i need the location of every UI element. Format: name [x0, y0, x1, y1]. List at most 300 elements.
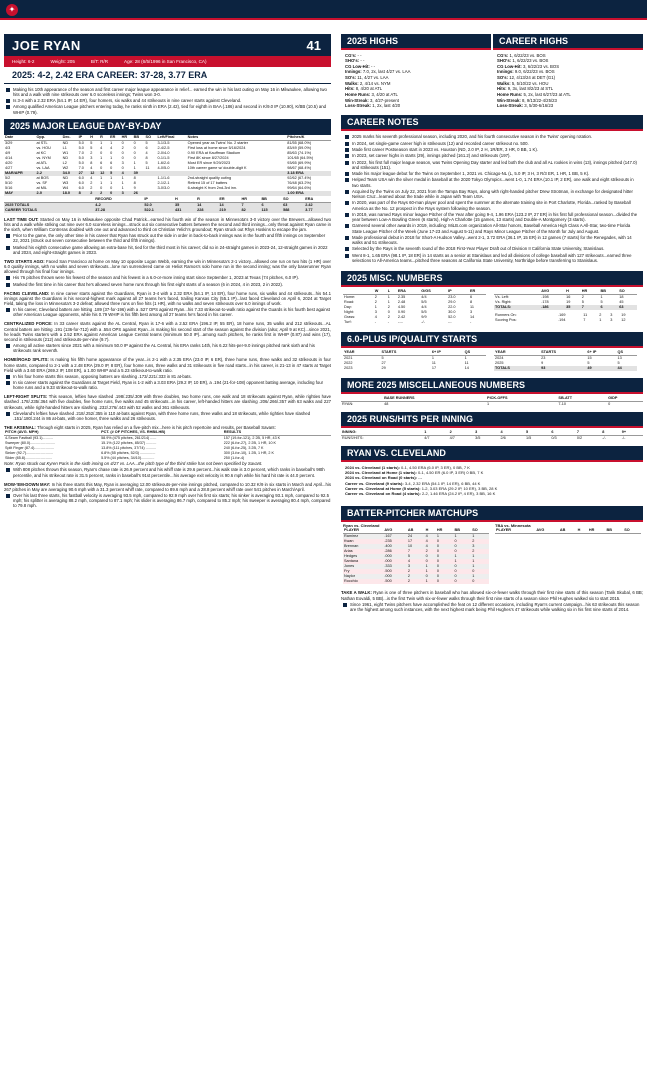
- para-text: Faced San Francisco at home on May 10 opposite Logan Webb, earning the win in Minnesota's 2-1 victory...allowed one run on two hits (1 HR) over 6.0 quality innings, with no walks and seven strikeouts...lone run surrendered came on Heliot Ramos's solo home run in the second inning; was the only baserunner Ryan allowed through his final four innings.: [4, 258, 331, 275]
- career-note-item: Acquired by the Twins on July 22, 2021 from the Tampa Bay Rays, along with right-handed pitcher Drew Strotman, in exchange for designated hitter Nelson Cruz...learned about the trade while in Japan with Team USA.: [343, 189, 641, 199]
- table-cell: 2: [374, 300, 377, 305]
- table-cell: Jones: [344, 564, 355, 569]
- table-cell: .500: [384, 579, 392, 584]
- vs-item: [345, 492, 639, 497]
- column-header: 7: [576, 430, 601, 436]
- table-cell: 63: [283, 202, 288, 207]
- note-paragraph: [4, 357, 331, 372]
- para-text: In 33 career starts against the AL Central, Ryan is 17-6 with a 2.52 ERA (196.2 IP, 55 ER), 18 home runs, 35 walks and 212 strikeouts...AL Central batters are hitting .191 (136-for-712) with a .554 OPS against Ryan...is making his second start of the season against the division (also; April 9 at KC)...since 2021, he leads Twins starters with a 2.52 ERA against American League Central teams (minimum 50.0 IP)...among such pitchers, he ranks first in WHIP (0.87) and wins (17), second in strikeouts (212) and strikeouts-per-nine (9.7).: [4, 321, 331, 342]
- info-bt: B/T: R/R: [90, 59, 109, 64]
- para-heading: CENTRALIZED FORCE:: [4, 321, 53, 327]
- table-cell: 2: [407, 579, 411, 584]
- column-header: Notes: [187, 135, 287, 141]
- career-note-item: In 2020, was part of the Rays 60-man player pool and spent the summer at the alternate training site in Port Charlotte, Florida...ranked by Baseball America as the No. 12 prospect in the Rays system following the season.: [343, 200, 641, 210]
- table-cell: 5/16: [5, 185, 13, 190]
- table-cell: Retired 15 of 17 batters: [187, 180, 228, 185]
- table-cell: .186: [541, 305, 549, 310]
- table-cell: 3: [610, 318, 613, 323]
- table-cell: 2: [387, 315, 390, 320]
- table-cell: 4.50: [397, 305, 406, 310]
- high-value: - -: [357, 52, 362, 58]
- misc-right-table: [494, 289, 637, 310]
- table-cell: L1: [62, 145, 67, 150]
- table-cell: 3: [610, 313, 613, 318]
- table-cell: 3/5: [475, 436, 481, 441]
- note-paragraph: [4, 217, 331, 232]
- vs-value: 3-4, 2.32 ERA (54.1 IP, 14 ER), 6 BB, 44 K: [404, 480, 481, 486]
- column-header: HR: [241, 197, 261, 203]
- vs-label: 2024 vs. Cleveland (1 starts):: [345, 464, 400, 470]
- table-cell: 5.5% (44 pitches, 34/10).............: [101, 456, 155, 461]
- table-cell: 0: [608, 402, 611, 407]
- column-header: IP: [78, 135, 90, 141]
- para-heading: MOW-'EM-DOWN MAY:: [4, 481, 51, 487]
- table-cell: 4/9: [5, 150, 11, 155]
- table-cell: 6: [470, 295, 473, 300]
- table-cell: at MIL: [36, 185, 48, 190]
- table-cell: MAR/APR: [5, 170, 23, 175]
- table-cell: 49: [587, 366, 592, 371]
- table-cell: 1: [110, 180, 113, 185]
- column-header: BB: [606, 528, 624, 534]
- table-cell: 1-1/1-6: [157, 175, 170, 180]
- table-cell: 0: [454, 564, 457, 569]
- table-cell: 3/29: [5, 140, 13, 145]
- table-cell: 4/4: [421, 305, 427, 310]
- high-value: - -: [360, 58, 365, 64]
- high-label: SHO's:: [345, 58, 360, 64]
- high-item: [497, 92, 639, 97]
- table-cell: Night:: [344, 310, 354, 315]
- column-header: ER: [469, 289, 486, 295]
- column-header: AB: [559, 528, 577, 534]
- column-header: PLAYER: [495, 528, 535, 534]
- table-cell: 1: [425, 564, 428, 569]
- table-cell: 0: [133, 150, 136, 155]
- table-cell: 12: [621, 318, 626, 323]
- career-note-item: Made his major league debut for the Twins on September 1, 2021 vs. Chicago-NL (L, 5.0 IP, 3 H, 3 R/3 ER, 1 HR, 1 BB, 5 K).: [343, 171, 641, 176]
- column-header: 5: [525, 430, 550, 436]
- table-cell: 222 (6-for-27), 2 2B, 1 HR, 10 K: [223, 441, 276, 446]
- table-cell: .000: [384, 559, 392, 564]
- table-cell: 2: [387, 305, 390, 310]
- intro-bullet: Making his 10th appearance of the season and first career major league appearance in relief... earned the win in his last outing on May 16 in Milwaukee, allowing two hits and a walk with nine strikeouts over 6.0 scoreless innings; Twins won 3-0.: [4, 87, 331, 97]
- table-cell: 2: [90, 150, 93, 155]
- table-cell: 8: [133, 180, 136, 185]
- table-cell: 2/6: [500, 436, 506, 441]
- para-text: In his three starts this May, Ryan is averaging 12.00 strikeouts-per-nine innings pitched, compared to 10.32 K/9 in six starts in March and April...his 267 pitches in May are averaging 90.6 mph with a 31.3 percent whiff rate, compared to 89.6 mph and a 28.8 percent whiff rate over 541 pitches in March/April.: [4, 481, 331, 492]
- table-cell: 11: [145, 165, 150, 170]
- table-cell: 0: [110, 185, 113, 190]
- table-cell: 5: [110, 170, 113, 175]
- high-label: Innings:: [345, 69, 362, 75]
- table-cell: 0: [436, 564, 439, 569]
- table-row: [494, 318, 637, 323]
- table-cell: 522.1: [144, 207, 154, 212]
- high-value: 9.0, 6/22/23 vs. BOS: [514, 69, 555, 75]
- table-cell: 0: [436, 549, 439, 554]
- column-header: H: [425, 528, 436, 534]
- table-cell: 2.42: [305, 202, 313, 207]
- high-item: [497, 98, 639, 103]
- table-cell: 26: [133, 190, 138, 195]
- table-cell: 23.0: [448, 295, 456, 300]
- high-value: 3, 4/20 at ATL: [371, 92, 398, 98]
- table-cell: Hedges: [344, 554, 358, 559]
- table-cell: 0: [133, 155, 136, 160]
- column-header: 6: [550, 430, 575, 436]
- table-cell: Road:: [344, 300, 355, 305]
- high-value: 7.0, 2x, last 4/27 vs. LAA: [362, 69, 411, 75]
- table-cell: 93: [541, 366, 546, 371]
- high-label: SO's:: [497, 75, 509, 81]
- table-cell: Fry: [344, 569, 350, 574]
- column-header: IP: [447, 289, 469, 295]
- table-cell: 39: [133, 170, 138, 175]
- high-label: Loss-Streak:: [345, 103, 372, 109]
- table-cell: 23: [541, 356, 546, 361]
- table-cell: 1: [425, 569, 428, 574]
- note-paragraph: [4, 259, 331, 274]
- table-cell: 2: [90, 185, 93, 190]
- table-cell: 63: [619, 305, 624, 310]
- column-header: SB-ATT: [557, 396, 607, 402]
- player-name: JOE RYAN: [12, 38, 81, 53]
- player-number: 41: [306, 38, 321, 53]
- table-cell: -/-: [421, 320, 425, 325]
- table-cell: 6-straight K from 2nd-3rd inn.: [187, 185, 238, 190]
- table-cell: 1: [472, 554, 475, 559]
- table-row: [343, 320, 486, 325]
- table-cell: 6.0: [78, 180, 84, 185]
- table-cell: 2: [90, 180, 93, 185]
- table-cell: 1: [425, 579, 428, 584]
- table-cell: 4: [425, 534, 428, 539]
- season-highs-list: [341, 50, 491, 111]
- high-value: 8, 9/13/22-4/25/23: [522, 97, 557, 103]
- table-cell: .400: [384, 544, 392, 549]
- high-label: Home Runs:: [497, 92, 523, 98]
- misc-title: 2025 MISC. NUMBERS: [341, 271, 643, 287]
- column-header: QS: [616, 350, 637, 356]
- table-cell: 4: [121, 170, 124, 175]
- table-cell: 1: [100, 175, 103, 180]
- column-header: Date: [4, 135, 35, 141]
- table-cell: 0: [425, 574, 428, 579]
- para-bullet: Marked his eighth consecutive game allowing an extra-base hit, tied for the third most in his career; did so in 24-straight games in 2023-24, 12-straight games in 2022 and 2024, and eight-straight games in 2023.: [4, 245, 331, 255]
- table-cell: 1: [487, 402, 490, 407]
- column-header: GIDP: [607, 396, 643, 402]
- table-cell: 0: [387, 310, 390, 315]
- column-header: RESULTS: [223, 430, 331, 436]
- table-cell: Vs. Right:: [495, 300, 512, 305]
- table-cell: 431: [174, 207, 182, 212]
- table-cell: 4: [110, 145, 113, 150]
- table-cell: 2024: [495, 356, 504, 361]
- season-highs-title: 2025 HIGHS: [341, 34, 491, 50]
- table-cell: .500: [384, 569, 392, 574]
- more-misc-table: [341, 396, 643, 407]
- misc-section: [341, 287, 643, 327]
- table-cell: 2: [407, 574, 411, 579]
- table-cell: 27: [78, 170, 83, 175]
- table-cell: 4: [90, 165, 93, 170]
- table-cell: Naylor: [344, 574, 355, 579]
- column-header: H: [577, 528, 588, 534]
- walk-paragraph: [341, 590, 643, 600]
- table-cell: 588: [283, 207, 290, 212]
- table-cell: Sweeper (80.0)........................: [5, 441, 55, 446]
- column-header: R: [196, 197, 218, 203]
- column-header: H: [89, 135, 99, 141]
- table-cell: .286: [384, 549, 392, 554]
- high-item: [497, 58, 639, 63]
- runs-hits-table: [341, 430, 643, 441]
- table-cell: -/-: [602, 436, 606, 441]
- table-cell: 6: [110, 160, 113, 165]
- table-cell: 2.42: [397, 315, 406, 320]
- table-row: [343, 579, 489, 584]
- table-cell: 11: [583, 313, 588, 318]
- high-item: [497, 103, 639, 108]
- table-cell: 1: [472, 574, 475, 579]
- left-column: [4, 34, 331, 510]
- table-cell: 0/2: [576, 436, 583, 441]
- table-cell: 0: [121, 155, 124, 160]
- table-cell: Grass:: [344, 315, 356, 320]
- column-header: PLAYER: [343, 528, 383, 534]
- table-cell: 2: [472, 539, 475, 544]
- high-value: 1, 2x, last 4/20: [372, 103, 401, 109]
- table-cell: 18.0: [62, 190, 70, 195]
- totals-table: [4, 197, 331, 213]
- table-cell: 3-1/3-5: [157, 140, 170, 145]
- table-cell: 1: [387, 300, 390, 305]
- arsenal-table: [4, 430, 331, 461]
- table-cell: 92/62 (67.4%): [287, 175, 312, 180]
- para-text: Started on May 16 in Milwaukee opposite Chad Patrick...earned his fourth win of the season in Minnesota's 3-0 victory over the Brewers...allowed two hits and a walk while striking out nine over 6.0 scoreless innings...struck out six consecutive batters between the second and third innings...only threat against Ryan came in the sixth, when William Contreras doubled with one out and advanced to third on Christian Yelich's groundout; Ryan struck out Rhys Hoskins to escape the jam.: [4, 216, 331, 233]
- table-cell: 3.18 ERA: [287, 170, 304, 175]
- table-row: [494, 366, 637, 371]
- table-cell: 1: [100, 180, 103, 185]
- para-heading: THE ARSENAL:: [4, 425, 36, 431]
- column-header: SO: [471, 528, 489, 534]
- career-highs-list: [493, 50, 643, 111]
- high-item: [497, 81, 639, 86]
- more-misc-title: MORE 2025 MISCELLANEOUS NUMBERS: [341, 378, 643, 394]
- table-cell: 0: [436, 574, 439, 579]
- table-cell: 5/10: [5, 180, 13, 185]
- table-cell: 1: [374, 305, 377, 310]
- table-cell: Most ER since 9/29/2023: [187, 160, 231, 165]
- table-cell: 2-0/4-0: [157, 150, 170, 155]
- table-cell: .198: [541, 295, 549, 300]
- table-cell: -: [470, 320, 472, 325]
- table-cell: 1: [454, 554, 457, 559]
- table-cell: 1: [599, 318, 602, 323]
- table-cell: [187, 191, 287, 196]
- table-cell: 35: [174, 202, 180, 207]
- vs-cleveland-list: [341, 462, 643, 500]
- high-value: 8, 4/20 at ATL: [355, 86, 383, 92]
- bp-table: [343, 528, 489, 584]
- para-bullet: His 76 pitches thrown were his fewest of the season and his fewest in a 6.0-or-more inning start since September 1, 2023 at Texas (74 pitches, 6.0 IP).: [4, 275, 331, 280]
- table-cell: 2025 TOTALS: [5, 202, 30, 207]
- column-header: HR: [588, 528, 606, 534]
- column-header: W: [374, 289, 387, 295]
- table-cell: 5: [145, 160, 148, 165]
- qs-right-table: [494, 350, 637, 371]
- column-header: BB: [600, 289, 619, 295]
- table-cell: First 8K since 8/27/2024: [187, 155, 229, 160]
- high-value: - -: [371, 63, 376, 69]
- column-header: YEAR: [343, 350, 380, 356]
- table-cell: 7: [407, 549, 411, 554]
- table-cell: 2: [407, 569, 411, 574]
- table-row: [343, 366, 486, 371]
- table-cell: 0: [454, 579, 457, 584]
- info-age: Age: 28 (6/5/1996 in San Francisco, CA): [124, 59, 207, 64]
- highs-section: [341, 34, 643, 111]
- table-cell: 1: [436, 534, 439, 539]
- table-cell: 0: [454, 549, 457, 554]
- column-header: INNING:: [341, 430, 423, 436]
- vs-label: Career vs. Cleveland on Road (4 starts):: [345, 491, 421, 497]
- column-header: STARTS: [540, 350, 586, 356]
- table-cell: 4: [425, 539, 428, 544]
- table-cell: 5: [145, 140, 148, 145]
- table-cell: 8: [133, 175, 136, 180]
- table-cell: Turf:: [344, 320, 352, 325]
- table-cell: 85/63 (74.1%): [287, 150, 312, 155]
- table-cell: 0: [100, 165, 103, 170]
- table-cell: 1: [454, 559, 457, 564]
- column-header: G/GS: [420, 289, 447, 295]
- table-cell: 0: [454, 544, 457, 549]
- table-cell: 4/14: [5, 155, 13, 160]
- column-header: HR: [436, 528, 454, 534]
- day-by-day-table: [4, 135, 331, 196]
- high-label: CG's:: [497, 52, 509, 58]
- table-cell: 0-1/1-5: [157, 155, 170, 160]
- table-cell: 5/5: [421, 300, 427, 305]
- table-cell: 0: [425, 559, 428, 564]
- table-cell: 1: [472, 559, 475, 564]
- notes-paragraphs: [4, 217, 331, 430]
- table-cell: 0: [100, 185, 103, 190]
- table-cell: 0: [454, 539, 457, 544]
- mow-bullet: Over his last three starts, his fastball velocity is averaging 93.5 mph, compared to 92.9 mph over his first six starts; his sinker is averaging 93.1 mph, compared to 92.5 mph; his splitter is averaging 88.2 mph, compared to 87.1 mph; his slider is averaging 86.7 mph, compared to 85.2 mph; his sweeper is averaging 80.4 mph, compared to 79.8 mph.: [4, 493, 331, 508]
- info-weight: Weight: 205: [50, 59, 75, 64]
- table-cell: 7.0: [78, 165, 84, 170]
- table-cell: 2-0: [36, 190, 42, 195]
- column-header: QS: [464, 350, 486, 356]
- table-cell: 5.0: [78, 160, 84, 165]
- high-item: [345, 64, 487, 69]
- table-cell: 19: [621, 313, 626, 318]
- table-cell: 0: [454, 569, 457, 574]
- player-name-bar: [4, 34, 331, 56]
- table-cell: 1: [454, 534, 457, 539]
- table-cell: 58.9% (475 pitches, 261/214) ......: [101, 436, 157, 441]
- note-paragraph: [4, 321, 331, 342]
- table-cell: 10th career game w/ double-digit K: [187, 165, 247, 170]
- table-cell: 11: [464, 361, 469, 366]
- high-value: 1, 6/22/23 vs. BOS: [509, 52, 546, 58]
- table-cell: 14: [464, 366, 469, 371]
- column-header: ER: [218, 197, 240, 203]
- table-cell: 14: [470, 315, 475, 320]
- high-item: [497, 86, 639, 91]
- table-cell: Split Finger (87.4)...................: [5, 446, 54, 451]
- table-cell: 4-Seam Fastball (93.1)..........: [5, 436, 53, 441]
- table-cell: 0: [472, 579, 475, 584]
- column-header: L: [387, 289, 397, 295]
- table-cell: 2: [374, 295, 377, 300]
- table-cell: -: [387, 320, 390, 325]
- table-cell: 0/3: [551, 436, 557, 441]
- table-cell: 5: [587, 361, 590, 366]
- vs-label: Career vs. Cleveland at Home (5 starts):: [345, 486, 421, 491]
- table-row: [4, 208, 331, 213]
- batter-pitcher-title: BATTER-PITCHER MATCHUPS: [341, 506, 643, 522]
- column-header: PCT. (# OF PITCHES, VS. RHB/LHB): [100, 430, 223, 436]
- high-label: CG Low-Hit:: [497, 63, 522, 69]
- column-header: SO: [145, 135, 157, 141]
- table-cell: RUNS/HITS:: [342, 436, 364, 441]
- table-cell: 8: [145, 155, 148, 160]
- table-cell: Ramirez: [344, 534, 359, 539]
- para-bullet: Prior to the game, the only other time in his career that Ryan has struck out the side in order in back-to-back innings was in the fourth and fifth innings on September 22, 2021 (struck out seven consecutive between the third and fifth innings).: [4, 233, 331, 243]
- vs-value: ---: [418, 475, 423, 481]
- table-cell: 1: [472, 534, 475, 539]
- quality-starts-title: 6.0-PLUS IP/QUALITY STARTS: [341, 332, 643, 348]
- column-header: BB: [260, 197, 282, 203]
- high-label: SHO's:: [497, 58, 512, 64]
- high-label: SO's:: [345, 75, 357, 81]
- table-cell: 3: [121, 190, 124, 195]
- table-cell: 4/20: [5, 160, 13, 165]
- high-value: 3, 5/30-6/16/23: [524, 103, 554, 109]
- high-item: [497, 53, 639, 58]
- table-cell: 1/5: [525, 436, 532, 441]
- table-cell: Sinker (92.7)..........................: [5, 451, 53, 456]
- table-cell: -.-: [448, 320, 452, 325]
- table-cell: 4-2: [95, 202, 101, 207]
- table-cell: 2: [599, 313, 602, 318]
- high-value: 5, 5/10/22 vs. HOU: [511, 80, 549, 86]
- vs-value: 1-2, 3.03 ERA (29.2 IP, 10 ER), 3 BB, 28 K: [421, 486, 498, 491]
- column-header: STARTS: [380, 350, 430, 356]
- table-cell: 3: [470, 310, 473, 315]
- table-cell: 44: [617, 366, 622, 371]
- column-header: BASE RUNNERS: [383, 396, 486, 402]
- career-note-item: Garnered several other awards in 2019, including: MiLB.com organization All-Star honors, Baseball America High Class A All-Star, two-time Florida State League Pitcher of the Week (June 17-23 and August 5-11) and Rays Minor League Pitcher of the Month for July and August.: [343, 223, 641, 233]
- table-cell: 2: [90, 190, 93, 195]
- table-cell: 1: [110, 175, 113, 180]
- table-cell: Scoring Pos:: [495, 318, 517, 323]
- table-cell: 4: [90, 175, 93, 180]
- column-header: HR: [121, 135, 133, 141]
- para-heading: FACING CLEVELAND:: [4, 290, 50, 296]
- mow-paragraph: [4, 482, 331, 492]
- column-header: SO: [623, 528, 641, 534]
- table-cell: First loss at home since 5/16/2024: [187, 145, 246, 150]
- para-text: Through eight starts in 2025, Ryan has relied on a five-pitch mix...here is his pitch repertoire and results, per Baseball Savant:: [36, 425, 276, 431]
- table-cell: 5: [90, 145, 93, 150]
- season-line: 2025: 4-2, 2.42 ERA CAREER: 37-28, 3.77 ERA: [4, 67, 331, 84]
- para-heading: HOME/ROAD SPLITS:: [4, 357, 49, 363]
